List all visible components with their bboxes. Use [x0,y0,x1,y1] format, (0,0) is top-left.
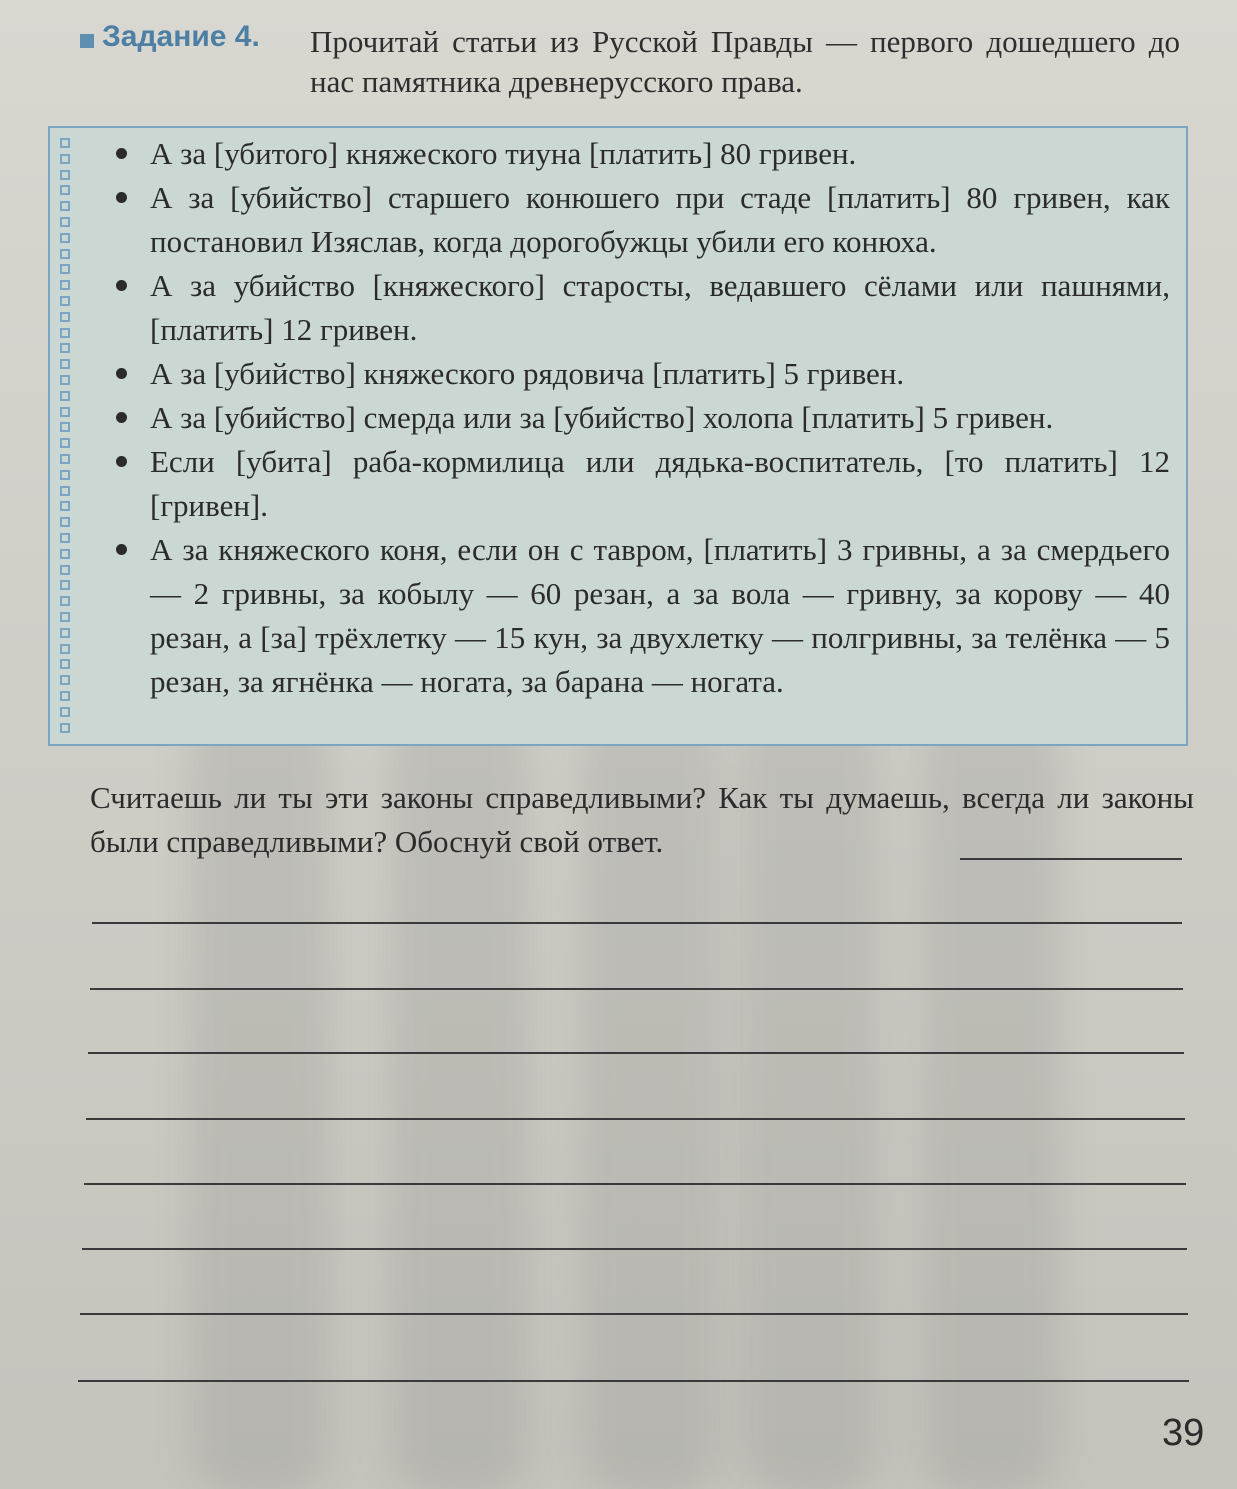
square-icon [60,438,70,448]
source-text-box [48,126,1188,746]
square-icon [60,644,70,654]
bullet-icon [116,148,127,159]
square-icon [60,170,70,180]
task-square-icon [80,34,94,48]
square-icon [60,707,70,717]
square-icon [60,375,70,385]
square-icon [60,201,70,211]
page-number: 39 [1162,1412,1205,1454]
square-icon [60,675,70,685]
square-icon [60,328,70,338]
answer-line[interactable] [80,1313,1188,1315]
square-icon [60,138,70,148]
article-item [110,528,1170,704]
square-icon [60,580,70,590]
square-icon [60,233,70,243]
bullet-icon [116,368,127,379]
answer-line[interactable] [960,858,1182,860]
articles-list [110,132,1170,704]
article-item [110,352,1170,396]
bullet-icon [116,280,127,291]
square-icon [60,217,70,227]
square-icon [60,659,70,669]
answer-line[interactable] [86,1118,1185,1120]
answer-line[interactable] [84,1183,1186,1185]
square-icon [60,185,70,195]
square-icon [60,249,70,259]
article-text: А за [убийство] княжеского рядовича [платить] 5 гривен. [150,356,905,391]
answer-line[interactable] [92,922,1182,924]
square-icon [60,486,70,496]
article-item [110,396,1170,440]
square-icon [60,391,70,401]
square-icon [60,501,70,511]
article-text: А за княжеского коня, если он с тавром, [платить] 3 гривны, а за смердьего — 2 гривны, за кобылу — 60 резан, а за вола — гривну, за корову — 40 резан, а [за] трёхлетку — 15 кун, за двухлетку — полгривны, за телёнка — 5 резан, за ягнёнка — ногата, за барана — ногата. [150,532,1170,699]
square-icon [60,517,70,527]
square-icon [60,565,70,575]
question-text: Считаешь ли ты эти законы справедливыми? Как ты думаешь, всегда ли законы были справедливыми? Обоснуй свой ответ. [90,780,1194,859]
article-item [110,264,1170,352]
square-icon [60,422,70,432]
square-icon [60,533,70,543]
square-icon [60,343,70,353]
square-icon [60,628,70,638]
answer-line[interactable] [88,1052,1184,1054]
article-text: А за [убийство] смерда или за [убийство] холопа [платить] 5 гривен. [150,400,1054,435]
bullet-icon [116,192,127,203]
square-icon [60,691,70,701]
square-icon [60,612,70,622]
square-icon [60,407,70,417]
article-item [110,176,1170,264]
task-instruction: Прочитай статьи из Русской Правды — первого дошедшего до нас памятника древнерусского права. [310,24,1180,99]
article-text: А за [убитого] княжеского тиуна [платить] 80 гривен. [150,136,857,171]
answer-line[interactable] [82,1248,1187,1250]
square-icon [60,723,70,733]
square-icon [60,470,70,480]
square-icon [60,312,70,322]
answer-line[interactable] [78,1380,1189,1382]
article-text: А за [убийство] старшего конюшего при стаде [платить] 80 гривен, как постановил Изяслав, когда дорогобужцы убили его конюха. [150,180,1170,259]
bullet-icon [116,456,127,467]
bullet-icon [116,412,127,423]
article-item [110,132,1170,176]
article-text: Если [убита] раба-кормилица или дядька-воспитатель, [то платить] 12 [гривен]. [150,444,1170,523]
square-icon [60,596,70,606]
task-label: Задание 4. [102,20,260,53]
bullet-icon [116,544,127,555]
square-icon [60,280,70,290]
square-icon [60,154,70,164]
answer-line[interactable] [90,988,1183,990]
article-text: А за убийство [княжеского] старосты, ведавшего сёлами или пашнями, [платить] 12 гривен. [150,268,1170,347]
square-icon [60,296,70,306]
article-item [110,440,1170,528]
square-icon [60,264,70,274]
square-icon [60,549,70,559]
square-icon [60,359,70,369]
square-icon [60,454,70,464]
